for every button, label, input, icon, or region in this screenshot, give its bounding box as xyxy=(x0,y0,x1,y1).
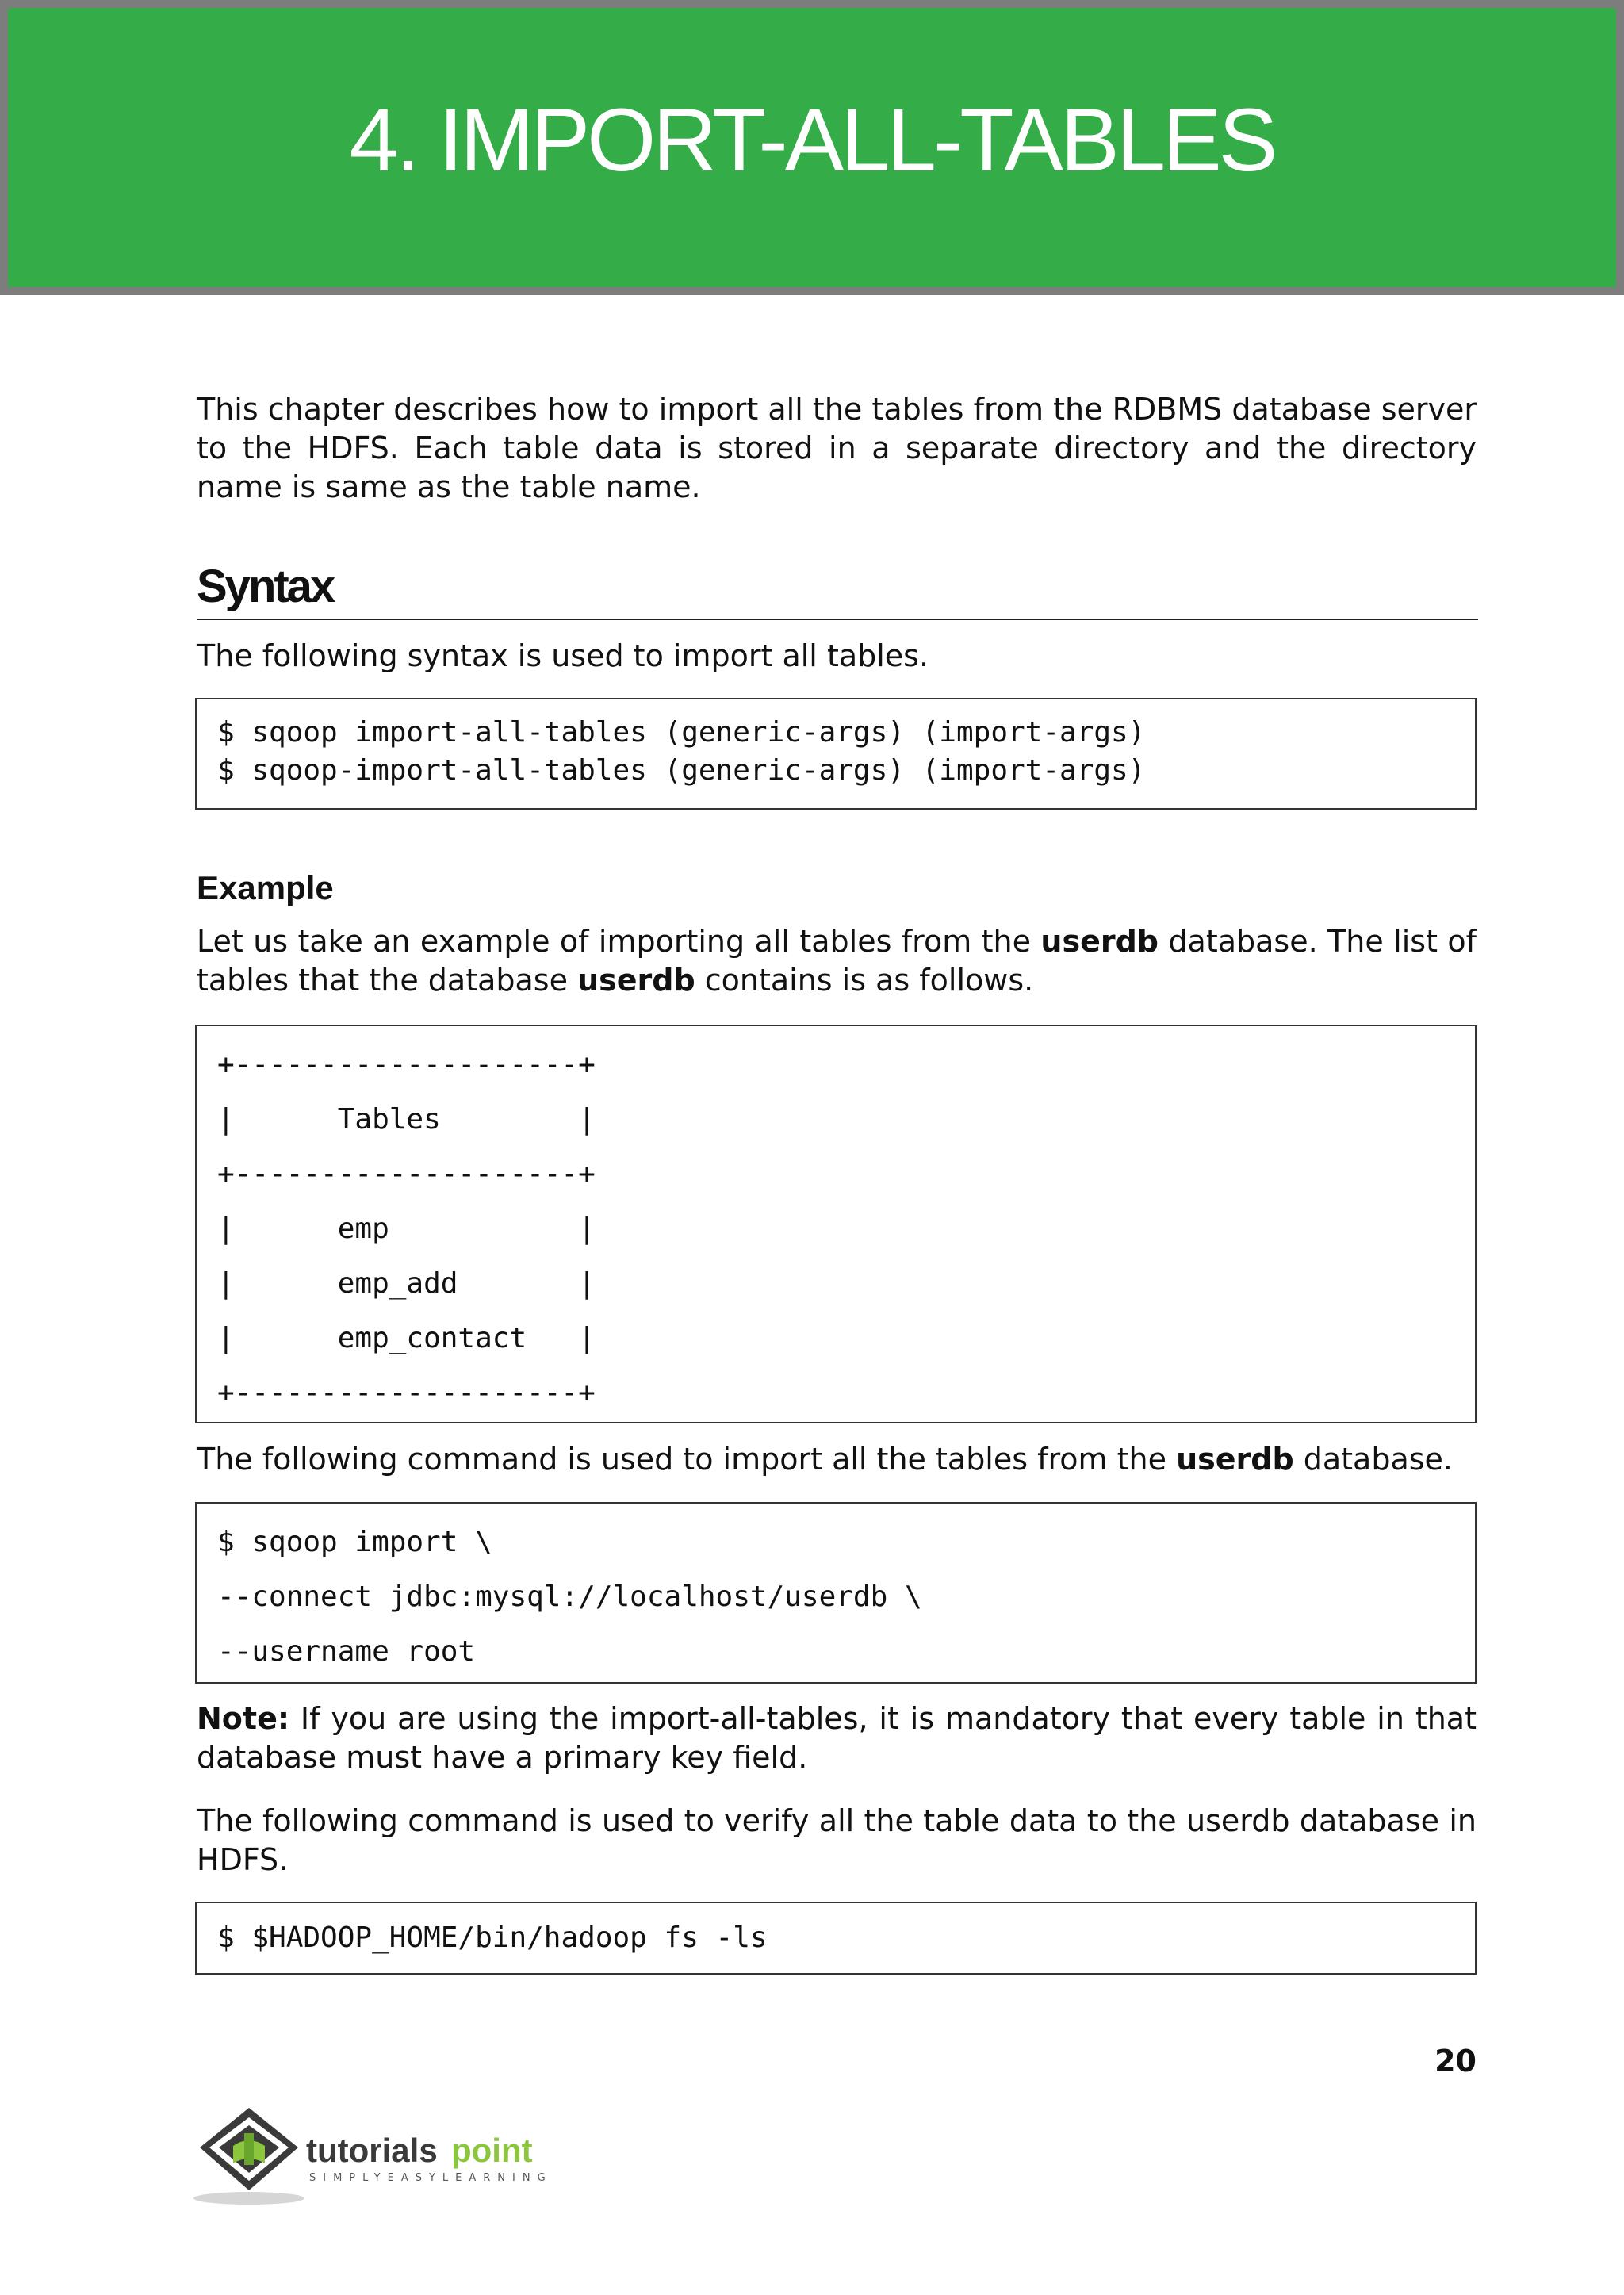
verify-command-block xyxy=(195,1902,1477,1975)
db-name-3: userdb xyxy=(1176,1442,1294,1477)
command-line-3: --username root xyxy=(217,1635,476,1668)
tutorialspoint-logo xyxy=(193,2103,566,2206)
syntax-text-block xyxy=(197,637,1477,676)
verify-block xyxy=(197,1802,1477,1879)
command-line-2: --connect jdbc:mysql://localhost/userdb \ xyxy=(217,1580,922,1613)
table-line: +--------------------+ xyxy=(217,1158,596,1190)
syntax-code-block xyxy=(195,698,1477,810)
command-line-1: $ sqoop import \ xyxy=(217,1526,492,1558)
note-label: Note: xyxy=(197,1701,290,1736)
table-line: +--------------------+ xyxy=(217,1048,596,1081)
tables-list-block xyxy=(195,1025,1477,1423)
logo-brand-a: tutorials xyxy=(306,2132,438,2169)
table-line: | emp_contact | xyxy=(217,1322,596,1354)
db-name-1: userdb xyxy=(1040,924,1159,959)
chapter-title: 4. IMPORT-ALL-TABLES xyxy=(349,90,1275,190)
import-command-text-block xyxy=(197,1440,1477,1479)
verify-command-line: $ $HADOOP_HOME/bin/hadoop fs -ls xyxy=(217,1921,768,1954)
note-block xyxy=(197,1699,1477,1777)
example-intro-block xyxy=(197,922,1477,1000)
logo-shadow xyxy=(193,2192,304,2205)
table-line: +--------------------+ xyxy=(217,1377,596,1409)
table-line: | emp_add | xyxy=(217,1267,596,1300)
intro-section xyxy=(197,390,1477,507)
note-paragraph: Note: If you are using the import-all-tables, it is mandatory that every table in that database must have a primary key field. xyxy=(197,1701,1477,1775)
chapter-banner xyxy=(0,0,1624,295)
table-line: | emp | xyxy=(217,1213,596,1245)
syntax-text: The following syntax is used to import all tables. xyxy=(197,638,929,673)
db-name-2: userdb xyxy=(577,963,695,998)
example-heading: Example xyxy=(197,869,334,906)
logo-person-icon xyxy=(244,2133,254,2165)
syntax-code-line-1: $ sqoop import-all-tables (generic-args) (import-args) xyxy=(217,716,1146,749)
page-number: 20 xyxy=(1434,2044,1477,2079)
logo-tagline: SIMPLYEASYLEARNING xyxy=(309,2172,553,2184)
syntax-heading: Syntax xyxy=(197,555,1478,620)
import-command-text: The following command is used to import all the tables from the userdb database. xyxy=(197,1442,1454,1477)
table-line: | Tables | xyxy=(217,1103,596,1136)
intro-paragraph: This chapter describes how to import all the tables from the RDBMS database server to the HDFS. Each table data is stored in a separate directory and the directory name is same as the table name. xyxy=(197,392,1477,504)
syntax-code-line-2: $ sqoop-import-all-tables (generic-args) (import-args) xyxy=(217,754,1146,787)
example-paragraph: Let us take an example of importing all tables from the userdb database. The list of tables that the database userdb contains is as follows. xyxy=(197,924,1477,998)
import-command-block xyxy=(195,1502,1477,1684)
logo-brand-b: point xyxy=(451,2132,533,2169)
verify-paragraph: The following command is used to verify all the table data to the userdb database in HDFS. xyxy=(197,1803,1477,1877)
